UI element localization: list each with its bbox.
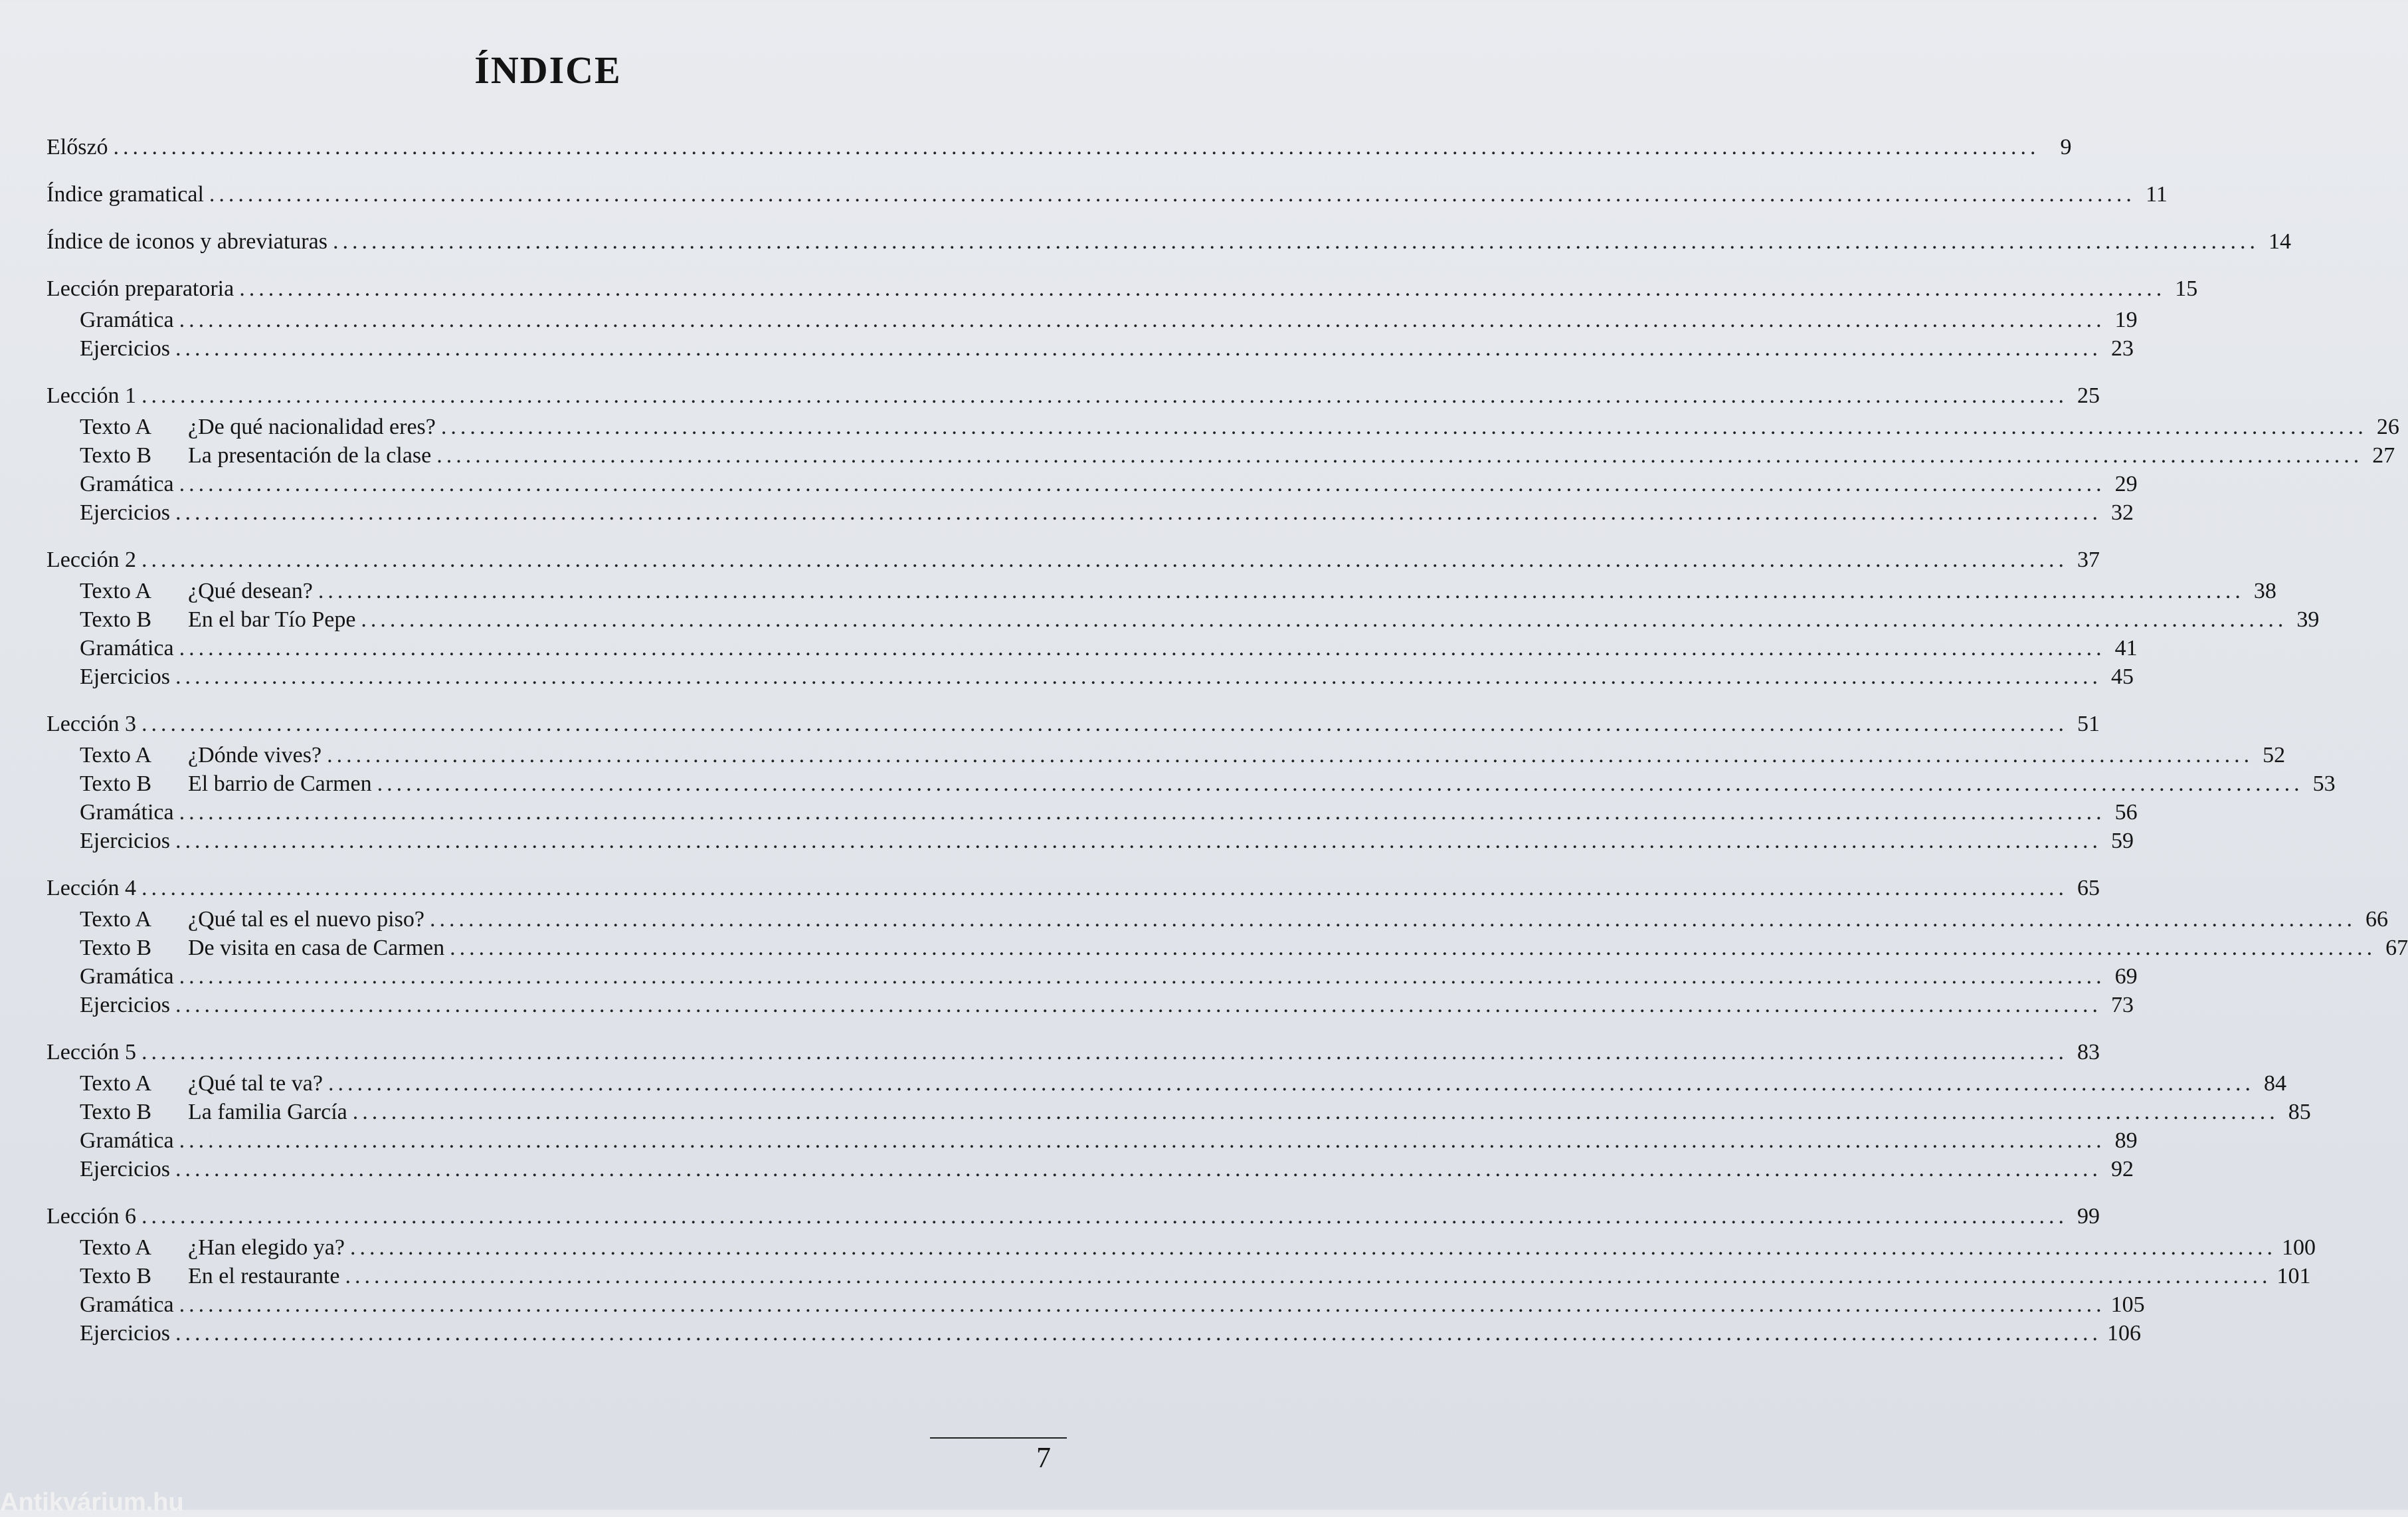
toc-page-number: 39 <box>2296 607 2320 632</box>
toc-entry <box>46 133 2072 161</box>
toc-page-number: 66 <box>2365 907 2388 932</box>
toc-subentry <box>46 1262 2311 1290</box>
text-tag: Texto B <box>80 1100 152 1124</box>
toc-page-number: 83 <box>2077 1040 2100 1064</box>
toc-subentry-label: De visita en casa de Carmen <box>188 936 445 960</box>
dot-leader: ........................................................................................................................................................................................................ <box>141 712 2068 736</box>
toc-subentry <box>46 1319 2141 1348</box>
dot-leader: ........................................................................................................................................................................................................ <box>209 182 2136 207</box>
lesson-block <box>46 546 2320 691</box>
toc-entry-label: Índice gramatical <box>46 182 204 207</box>
toc-page-number: 26 <box>2376 415 2399 439</box>
dot-leader: ........................................................................................................................................................................................................ <box>440 415 2367 439</box>
front-matter <box>46 133 2072 161</box>
dot-leader: ........................................................................................................................................................................................................ <box>179 1128 2106 1153</box>
toc-page-number: 59 <box>2110 829 2134 853</box>
lesson-heading <box>46 1202 2100 1231</box>
text-tag: Texto A <box>80 579 152 603</box>
dot-leader: ........................................................................................................................................................................................................ <box>179 472 2106 496</box>
toc-page-number: 29 <box>2114 472 2138 496</box>
text-tag: Texto A <box>80 1235 152 1260</box>
lesson-heading <box>46 381 2100 410</box>
toc-subentry-label: ¿Qué desean? <box>188 579 313 603</box>
toc-page-number: 69 <box>2114 964 2138 989</box>
dot-leader: ........................................................................................................................................................................................................ <box>141 1040 2068 1064</box>
toc-page-number: 53 <box>2312 771 2336 796</box>
toc-entry <box>46 180 2168 209</box>
toc-subentry <box>46 498 2134 527</box>
toc-subentry-label: Gramática <box>80 472 174 496</box>
toc-page-number: 37 <box>2077 548 2100 572</box>
toc-subentry-label: Ejercicios <box>80 829 170 853</box>
toc-entry-label: Índice de iconos y abreviaturas <box>46 229 327 254</box>
toc-subentry-label: ¿De qué nacionalidad eres? <box>188 415 436 439</box>
toc-subentry <box>46 1290 2145 1319</box>
dot-leader: ........................................................................................................................................................................................................ <box>436 443 2363 468</box>
dot-leader: ........................................................................................................................................................................................................ <box>175 336 2102 361</box>
lesson-title: Lección 6 <box>46 1204 136 1229</box>
dot-leader: ........................................................................................................................................................................................................ <box>141 876 2068 900</box>
toc-subentry-label: Ejercicios <box>80 1157 170 1181</box>
toc-subentry-label: Gramática <box>80 308 174 332</box>
lesson-preparatoria <box>46 274 2198 363</box>
toc-page-number: 52 <box>2263 743 2286 767</box>
toc-page-number: 85 <box>2288 1100 2311 1124</box>
toc-subentry <box>46 577 2276 605</box>
lesson-block <box>46 710 2336 855</box>
dot-leader: ........................................................................................................................................................................................................ <box>175 993 2102 1017</box>
toc-page-number: 65 <box>2077 876 2100 900</box>
front-matter <box>46 180 2168 209</box>
text-tag: Texto B <box>80 936 152 960</box>
lesson-heading <box>46 274 2198 303</box>
dot-leader: ........................................................................................................................................................................................................ <box>179 800 2106 825</box>
dot-leader: ........................................................................................................................................................................................................ <box>450 936 2377 960</box>
dot-leader: ........................................................................................................................................................................................................ <box>352 1100 2279 1124</box>
toc-page-number: 19 <box>2114 308 2138 332</box>
toc-page-number: 32 <box>2110 500 2134 525</box>
toc-subentry-label: ¿Dónde vives? <box>188 743 322 767</box>
lesson-title: Lección 2 <box>46 548 136 572</box>
lesson-block <box>46 381 2399 527</box>
lesson-title: Lección 5 <box>46 1040 136 1064</box>
toc-page-number: 67 <box>2385 936 2408 960</box>
toc-subentry <box>46 991 2134 1019</box>
toc-subentry <box>46 769 2336 798</box>
toc-subentry-label: Gramática <box>80 1128 174 1153</box>
toc-page-number: 92 <box>2110 1157 2134 1181</box>
toc-subentry-label: Gramática <box>80 800 174 825</box>
toc-subentry <box>46 334 2134 363</box>
dot-leader: ........................................................................................................................................................................................................ <box>179 1292 2106 1317</box>
toc-subentry-label: ¿Qué tal te va? <box>188 1071 323 1096</box>
toc-subentry <box>46 1126 2138 1155</box>
lesson-title: Lección 3 <box>46 712 136 736</box>
dot-leader: ........................................................................................................................................................................................................ <box>350 1235 2276 1260</box>
lesson-block <box>46 1038 2311 1183</box>
dot-leader: ........................................................................................................................................................................................................ <box>318 579 2245 603</box>
lesson-title: Lección 1 <box>46 383 136 408</box>
lesson-heading <box>46 710 2100 738</box>
toc-subentry-label: Ejercicios <box>80 1321 170 1346</box>
text-tag: Texto B <box>80 771 152 796</box>
toc-subentry <box>46 798 2138 827</box>
toc-subentry-label: La familia García <box>188 1100 347 1124</box>
toc-subentry-label: Gramática <box>80 1292 174 1317</box>
toc-subentry <box>46 934 2408 962</box>
watermark: Antikvárium.hu <box>0 1488 184 1516</box>
lessons-list <box>46 381 2408 1348</box>
dot-leader: ........................................................................................................................................................................................................ <box>175 1321 2102 1346</box>
dot-leader: ........................................................................................................................................................................................................ <box>429 907 2356 932</box>
toc-entry-label: Előszó <box>46 135 108 159</box>
dot-leader: ........................................................................................................................................................................................................ <box>332 229 2259 254</box>
toc-subentry <box>46 605 2320 634</box>
toc-subentry-label: Gramática <box>80 964 174 989</box>
front-matter <box>46 227 2291 256</box>
toc-subentry <box>46 634 2138 662</box>
text-tag: Texto A <box>80 743 152 767</box>
toc-subentry-label: El barrio de Carmen <box>188 771 372 796</box>
toc-subentry <box>46 1069 2286 1098</box>
dot-leader: ........................................................................................................................................................................................................ <box>141 1204 2068 1229</box>
toc-subentry <box>46 741 2286 769</box>
toc-subentry-label: Ejercicios <box>80 336 170 361</box>
page-title: ÍNDICE <box>474 49 622 92</box>
toc-page-number: 51 <box>2077 712 2100 736</box>
toc-subentry <box>46 306 2138 334</box>
toc-page-number: 15 <box>2175 276 2198 301</box>
toc-entry <box>46 227 2291 256</box>
lesson-title: Lección 4 <box>46 876 136 900</box>
dot-leader: ........................................................................................................................................................................................................ <box>175 664 2102 689</box>
dot-leader: ........................................................................................................................................................................................................ <box>239 276 2166 301</box>
toc-page-number: 41 <box>2114 636 2138 660</box>
toc-page-number: 45 <box>2110 664 2134 689</box>
text-tag: Texto A <box>80 907 152 932</box>
dot-leader: ........................................................................................................................................................................................................ <box>175 829 2102 853</box>
dot-leader: ........................................................................................................................................................................................................ <box>377 771 2304 796</box>
lesson-title: Lección preparatoria <box>46 276 234 301</box>
text-tag: Texto B <box>80 443 152 468</box>
toc-page-number: 11 <box>2146 182 2168 207</box>
toc-subentry <box>46 1098 2311 1126</box>
toc-page-number: 106 <box>2106 1321 2141 1346</box>
toc-page-number: 23 <box>2110 336 2134 361</box>
text-tag: Texto B <box>80 607 152 632</box>
footer-rule <box>930 1437 1067 1439</box>
toc-page-number: 56 <box>2114 800 2138 825</box>
toc-page-number: 27 <box>2372 443 2395 468</box>
dot-leader: ........................................................................................................................................................................................................ <box>327 1071 2255 1096</box>
table-of-contents <box>46 133 2408 1366</box>
lesson-block <box>46 874 2408 1019</box>
toc-page-number: 105 <box>2110 1292 2145 1317</box>
toc-subentry-label: En el bar Tío Pepe <box>188 607 356 632</box>
lesson-block <box>46 1202 2316 1348</box>
toc-subentry <box>46 962 2138 991</box>
dot-leader: ........................................................................................................................................................................................................ <box>179 636 2106 660</box>
toc-subentry <box>46 441 2395 470</box>
dot-leader: ........................................................................................................................................................................................................ <box>179 308 2106 332</box>
toc-page-number: 89 <box>2114 1128 2138 1153</box>
page-number: 7 <box>1036 1441 1051 1474</box>
toc-page-number: 25 <box>2077 383 2100 408</box>
toc-subentry <box>46 413 2399 441</box>
toc-subentry-label: Gramática <box>80 636 174 660</box>
dot-leader: ........................................................................................................................................................................................................ <box>361 607 2288 632</box>
text-tag: Texto B <box>80 1264 152 1288</box>
toc-subentry <box>46 470 2138 498</box>
toc-page-number: 100 <box>2282 1235 2316 1260</box>
toc-page-number: 73 <box>2110 993 2134 1017</box>
dot-leader: ........................................................................................................................................................................................................ <box>345 1264 2272 1288</box>
dot-leader: ........................................................................................................................................................................................................ <box>113 135 2040 159</box>
lesson-heading <box>46 546 2100 574</box>
toc-subentry <box>46 1155 2134 1183</box>
toc-page-number: 101 <box>2276 1264 2311 1288</box>
dot-leader: ........................................................................................................................................................................................................ <box>175 500 2102 525</box>
toc-page-number: 9 <box>2060 135 2072 159</box>
toc-page-number: 99 <box>2077 1204 2100 1229</box>
lesson-heading <box>46 874 2100 902</box>
toc-subentry <box>46 827 2134 855</box>
toc-subentry-label: Ejercicios <box>80 500 170 525</box>
dot-leader: ........................................................................................................................................................................................................ <box>327 743 2254 767</box>
text-tag: Texto A <box>80 415 152 439</box>
toc-page-number: 14 <box>2268 229 2291 254</box>
dot-leader: ........................................................................................................................................................................................................ <box>179 964 2106 989</box>
toc-subentry-label: Ejercicios <box>80 993 170 1017</box>
text-tag: Texto A <box>80 1071 152 1096</box>
dot-leader: ........................................................................................................................................................................................................ <box>175 1157 2102 1181</box>
toc-subentry <box>46 662 2134 691</box>
toc-subentry-label: Ejercicios <box>80 664 170 689</box>
toc-page-number: 38 <box>2253 579 2276 603</box>
toc-subentry-label: La presentación de la clase <box>188 443 432 468</box>
dot-leader: ........................................................................................................................................................................................................ <box>141 548 2068 572</box>
lesson-heading <box>46 1038 2100 1066</box>
toc-subentry-label: ¿Han elegido ya? <box>188 1235 345 1260</box>
toc-subentry-label: En el restaurante <box>188 1264 340 1288</box>
toc-subentry-label: ¿Qué tal es el nuevo piso? <box>188 907 424 932</box>
toc-subentry <box>46 905 2388 934</box>
toc-subentry <box>46 1233 2316 1262</box>
dot-leader: ........................................................................................................................................................................................................ <box>141 383 2068 408</box>
toc-page-number: 84 <box>2263 1071 2286 1096</box>
